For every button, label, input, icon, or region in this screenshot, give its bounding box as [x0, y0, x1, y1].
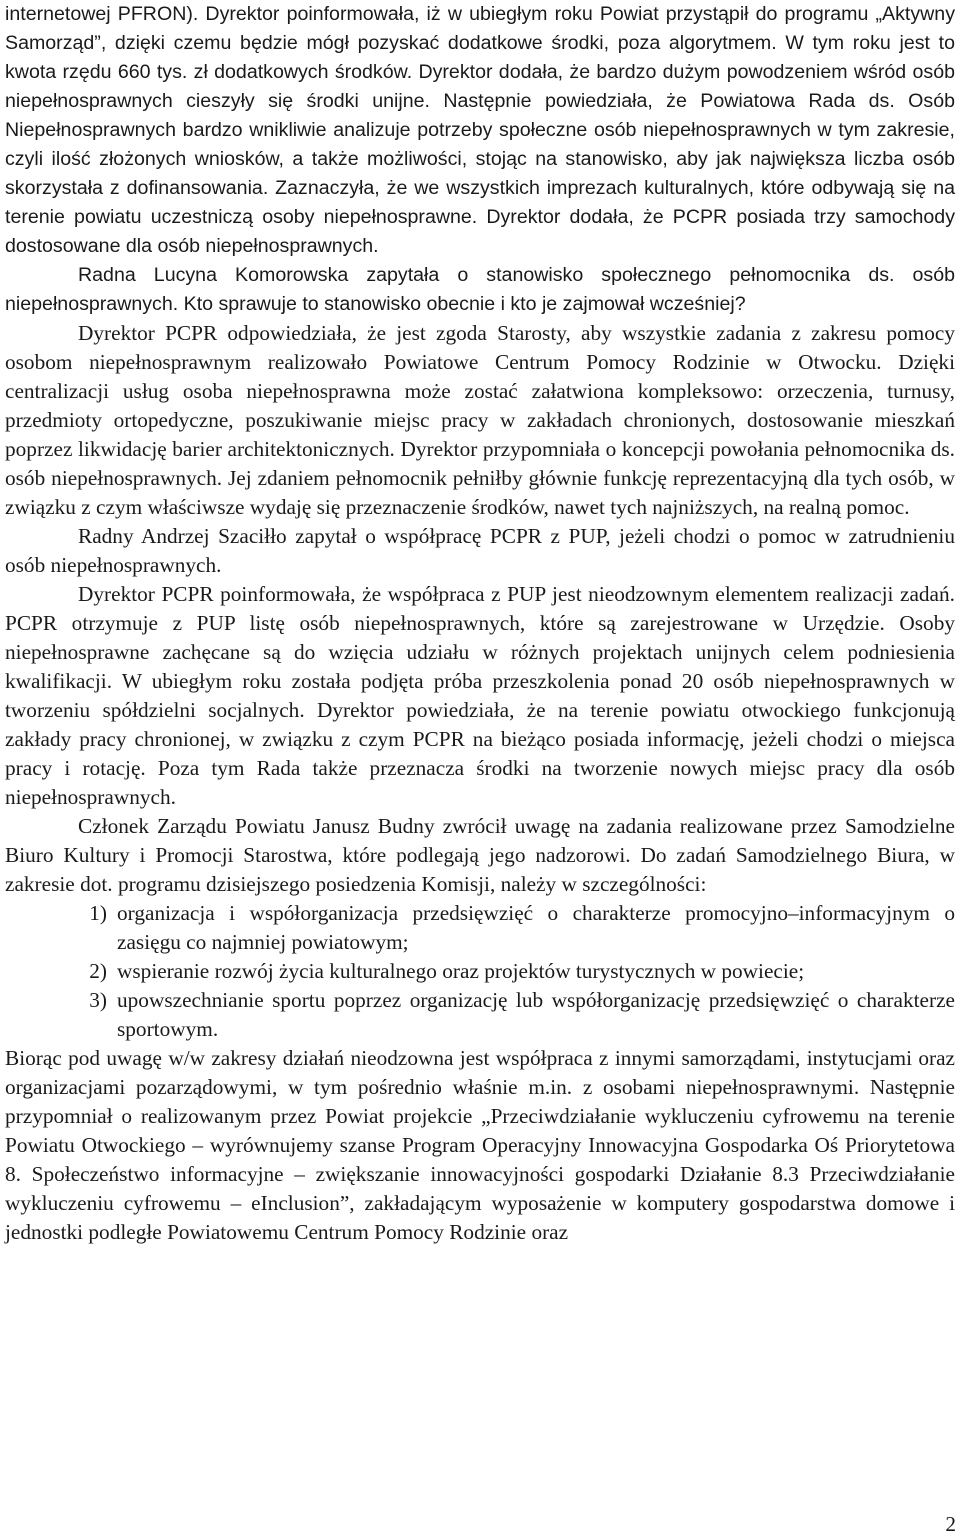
paragraph-pfron-report: internetowej PFRON). Dyrektor poinformowała, iż w ubiegłym roku Powiat przystąpił do programu „Aktywny Samorząd”, dzięki czemu będzie mógł pozyskać dodatkowe środki, poza algorytmem. W tym roku jest to kwota rzędu 660 tys. zł dodatkowych środków. Dyrektor dodała, że bardzo dużym powodzeniem wśród osób niepełnosprawnych cieszyły się środki unijne. Następnie powiedziała, że Powiatowa Rada ds. Osób Niepełnosprawnych bardzo wnikliwie analizuje potrzeby społeczne osób niepełnosprawnych w tym zakresie, czyli ilość złożonych wniosków, a także możliwości, stojąc na stanowisko, aby jak największa liczba osób skorzystała z dofinansowania. Zaznaczyła, że we wszystkich imprezach kulturalnych, które odbywają się na terenie powiatu uczestniczą osoby niepełnosprawne. Dyrektor dodała, że PCPR posiada trzy samochody dostosowane dla osób niepełnosprawnych.: [5, 3, 955, 257]
list-item: [5, 899, 955, 957]
list-item: [5, 957, 955, 986]
paragraph-pcpr-pup-cooperation: Dyrektor PCPR poinformowała, że współpraca z PUP jest nieodzownym elementem realizacji zadań. PCPR otrzymuje z PUP listę osób niepełnosprawnych, które są zarejestrowane w Urzędzie. Osoby niepełnosprawne zachęcane są do wzięcia udziału w różnych projektach unijnych celem podniesienia kwalifikacji. W ubiegłym roku została podjęta próba przeszkolenia ponad 20 osób niepełnosprawnych w tworzeniu spółdzielni socjalnych. Dyrektor powiedziała, że na terenie powiatu otwockiego funkcjonują zakłady pracy chronionej, w związku z czym PCPR na bieżąco posiada informację, jeżeli chodzi o miejsca pracy i rotację. Poza tym Rada także przeznacza środki na tworzenie nowych miejsc pracy dla osób niepełnosprawnych.: [5, 582, 955, 809]
list-item-number: 1): [89, 901, 107, 925]
list-item-number: 3): [89, 988, 107, 1012]
paragraph-pcpr-answer: Dyrektor PCPR odpowiedziała, że jest zgoda Starosty, aby wszystkie zadania z zakresu pomocy osobom niepełnosprawnym realizowało Powiatowe Centrum Pomocy Rodzinie w Otwocku. Dzięki centralizacji usług osoba niepełnosprawna może zostać załatwiona kompleksowo: orzeczenia, turnusy, przedmioty ortopedyczne, poszukiwanie miejsc pracy w zakładach chronionych, dostosowanie mieszkań poprzez likwidację barier architektonicznych. Dyrektor przypomniała o koncepcji powołania pełnomocnika ds. osób niepełnosprawnych. Jej zdaniem pełnomocnik pełniłby głównie funkcję reprezentacyjną dla tych osób, w związku z czym właściwsze wydaję się przeznaczenie środków, nawet tych najniższych, na realną pomoc.: [5, 321, 955, 519]
paragraph-question-szacillo: Radny Andrzej Szaciłło zapytał o współpracę PCPR z PUP, jeżeli chodzi o pomoc w zatrudnieniu osób niepełnosprawnych.: [5, 524, 955, 577]
list-item-number: 2): [89, 959, 107, 983]
list-item-text: wspieranie rozwój życia kulturalnego oraz projektów turystycznych w powiecie;: [117, 959, 805, 983]
page-number: 2: [945, 1512, 956, 1536]
list-item-text: upowszechnianie sportu poprzez organizację lub współorganizację przedsięwzięć o charakterze sportowym.: [117, 988, 955, 1041]
list-item-text: organizacja i współorganizacja przedsięwzięć o charakterze promocyjno–informacyjnym o zasięgu co najmniej powiatowym;: [117, 901, 955, 954]
paragraph-budny-remarks: Członek Zarządu Powiatu Janusz Budny zwrócił uwagę na zadania realizowane przez Samodzielne Biuro Kultury i Promocji Starostwa, które podlegają jego nadzorowi. Do zadań Samodzielnego Biura, w zakresie dot. programu dzisiejszego posiedzenia Komisji, należy w szczególności:: [5, 814, 955, 896]
paragraph-cooperation-project: Biorąc pod uwagę w/w zakresy działań nieodzowna jest współpraca z innymi samorządami, instytucjami oraz organizacjami pozarządowymi, w tym pośrednio właśnie m.in. z osobami niepełnosprawnymi. Następnie przypomniał o realizowanym przez Powiat projekcie „Przeciwdziałanie wykluczeniu cyfrowemu na terenie Powiatu Otwockiego – wyrównujemy szanse Program Operacyjny Innowacyjna Gospodarka Oś Priorytetowa 8. Społeczeństwo informacyjne – zwiększanie innowacyjności gospodarki Działanie 8.3 Przeciwdziałanie wykluczeniu cyfrowemu – eInclusion”, zakładającym wyposażenie w komputery gospodarstwa domowe i jednostki podległe Powiatowemu Centrum Pomocy Rodzinie oraz: [5, 1046, 955, 1244]
list-item: [5, 986, 955, 1044]
document-page: [5, 0, 955, 1247]
tasks-list: [5, 899, 955, 1044]
paragraph-question-komorowska: Radna Lucyna Komorowska zapytała o stanowisko społecznego pełnomocnika ds. osób niepełnosprawnych. Kto sprawuje to stanowisko obecnie i kto je zajmował wcześniej?: [5, 264, 955, 315]
